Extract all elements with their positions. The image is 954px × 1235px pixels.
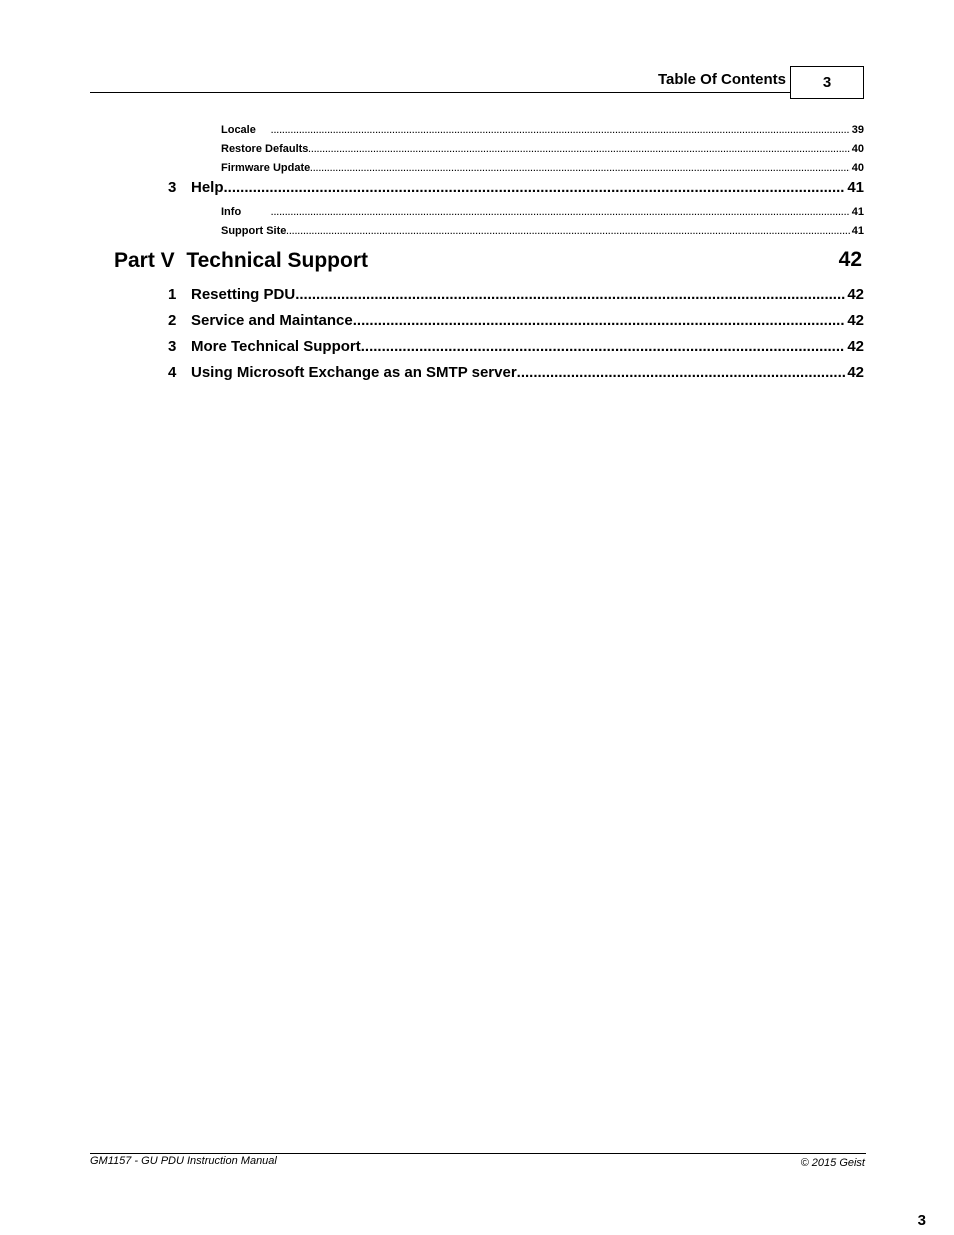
toc-leader-dots: [271, 208, 850, 217]
running-header-title: Table Of Contents: [657, 71, 786, 88]
toc-entry-label: Info: [221, 206, 242, 218]
toc-entry-page: 41: [847, 179, 864, 196]
toc-entry-label: Using Microsoft Exchange as an SMTP server: [191, 364, 517, 381]
toc-leader-dots: [517, 364, 846, 381]
toc-entry-label: Locale: [221, 124, 256, 136]
toc-entry-label: Restore Defaults: [221, 143, 309, 155]
toc-entry-page: 42: [847, 312, 864, 329]
footer-manual-title: GM1157 - GU PDU Instruction Manual: [90, 1155, 277, 1167]
toc-entry-service-and-maintance[interactable]: [168, 312, 864, 332]
toc-entry-label: Firmware Update: [221, 162, 311, 174]
toc-entry-page: 42: [847, 364, 864, 381]
toc-entry-firmware-update[interactable]: [221, 162, 864, 177]
header-page-number-box: 3: [790, 66, 864, 99]
toc-entry-locale[interactable]: [221, 124, 864, 139]
toc-entry-label: More Technical Support: [191, 338, 361, 355]
toc-entry-page: 42: [847, 338, 864, 355]
toc-entry-label: Service and Maintance: [191, 312, 353, 329]
footer-copyright: © 2015 Geist: [800, 1157, 865, 1169]
toc-entry-support-site[interactable]: [221, 225, 864, 240]
toc-entry-number: 2: [168, 312, 177, 329]
toc-entry-restore-defaults[interactable]: [221, 143, 864, 158]
toc-leader-dots: [353, 312, 846, 329]
toc-entry-label: Resetting PDU: [191, 286, 296, 303]
toc-leader-dots: [361, 338, 846, 355]
part-v-page: 42: [838, 248, 862, 271]
header-rule: [90, 92, 790, 93]
toc-leader-dots: [310, 164, 850, 173]
toc-entry-page: 40: [851, 143, 864, 155]
toc-entry-microsoft-exchange-smtp[interactable]: [168, 364, 864, 384]
toc-entry-page: 40: [851, 162, 864, 174]
toc-entry-resetting-pdu[interactable]: [168, 286, 864, 306]
toc-entry-more-technical-support[interactable]: [168, 338, 864, 358]
page-number: 3: [917, 1212, 926, 1229]
toc-leader-dots: [224, 179, 846, 196]
toc-entry-info[interactable]: [221, 206, 864, 221]
toc-leader-dots: [271, 126, 850, 135]
toc-entry-number: 1: [168, 286, 177, 303]
toc-entry-page: 41: [851, 206, 864, 218]
toc-entry-page: 42: [847, 286, 864, 303]
toc-entry-label: Support Site: [221, 225, 287, 237]
toc-entry-help[interactable]: [168, 179, 864, 199]
toc-leader-dots: [286, 227, 849, 236]
toc-leader-dots: [308, 145, 849, 154]
footer-rule: [90, 1153, 866, 1154]
toc-leader-dots: [295, 286, 845, 303]
toc-entry-number: 4: [168, 364, 177, 381]
toc-entry-page: 41: [851, 225, 864, 237]
toc-entry-label: Help: [191, 179, 224, 196]
part-v-heading[interactable]: Part V Technical Support: [114, 249, 368, 272]
toc-entry-number: 3: [168, 338, 177, 355]
toc-entry-page: 39: [851, 124, 864, 136]
toc-entry-number: 3: [168, 179, 177, 196]
